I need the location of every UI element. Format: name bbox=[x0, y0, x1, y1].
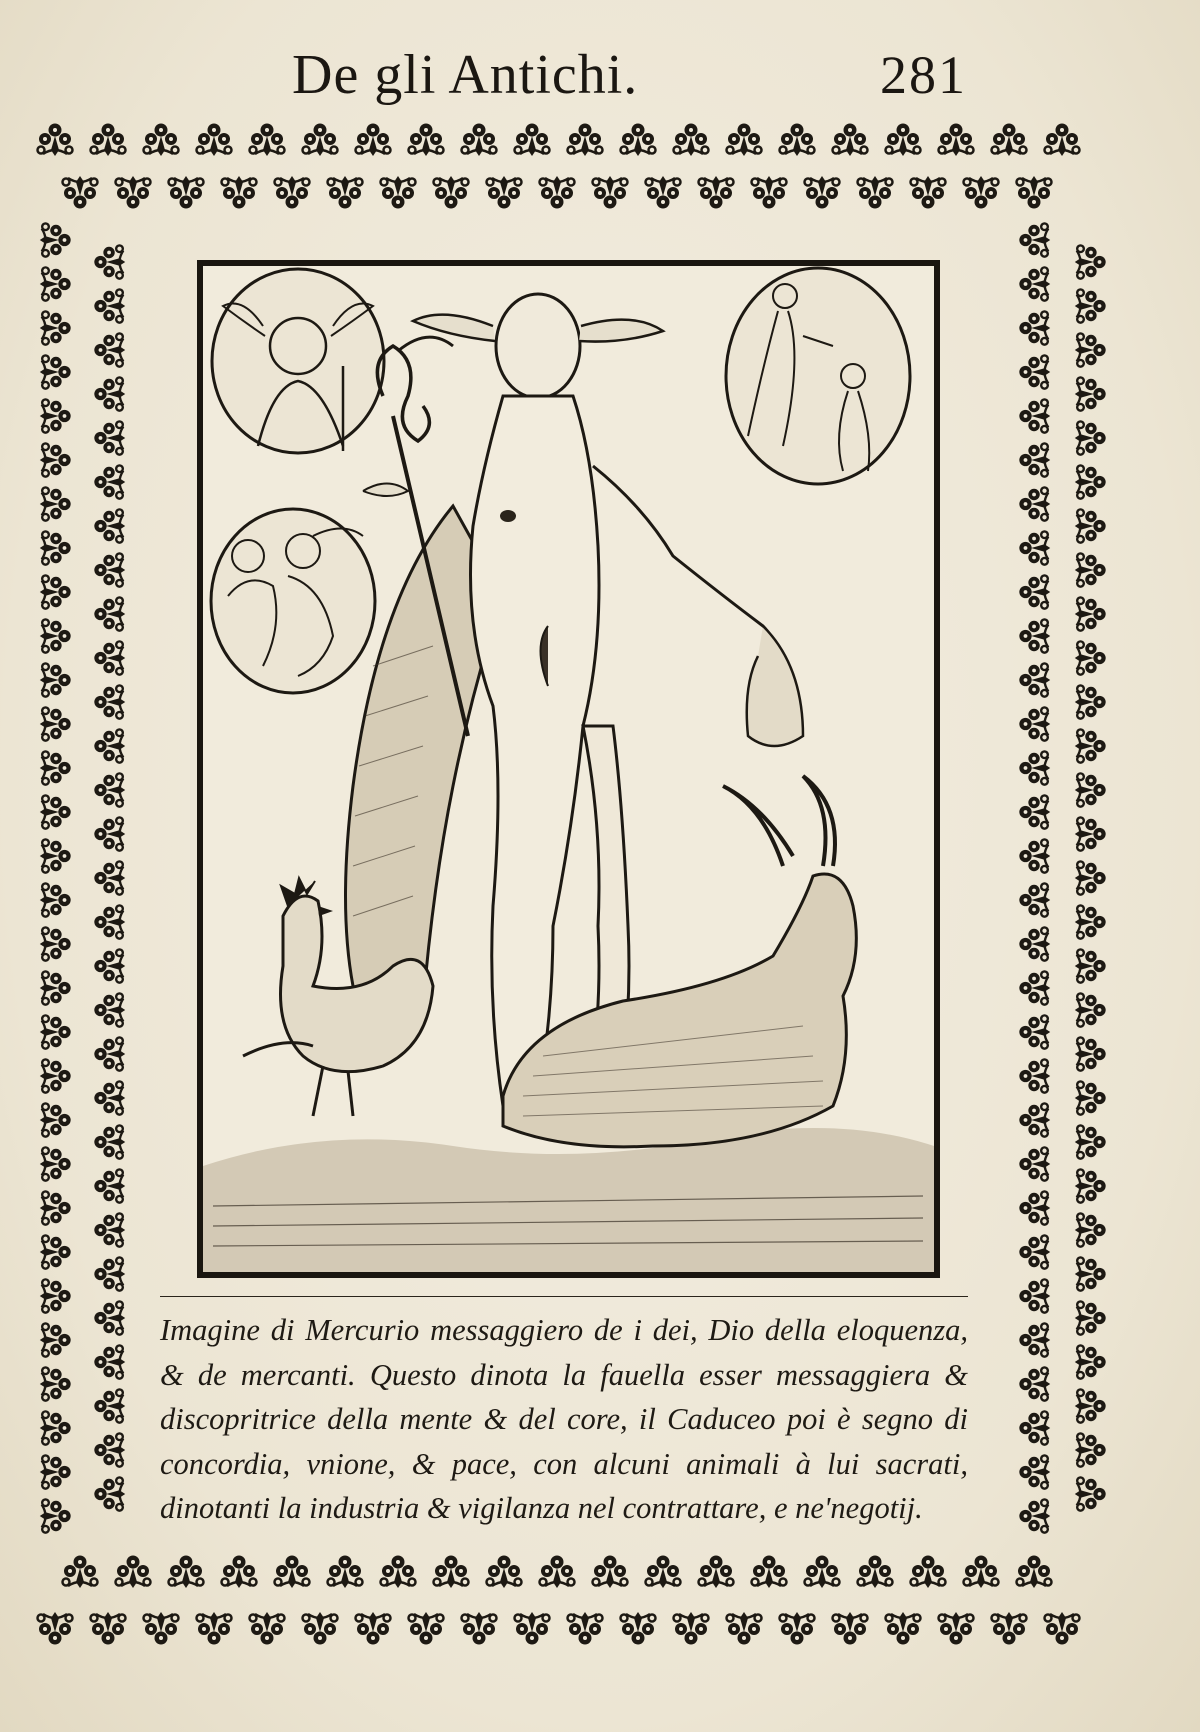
fleuron-ornament bbox=[699, 176, 734, 209]
fleuron-ornament bbox=[1075, 289, 1106, 322]
fleuron-ornament bbox=[356, 1612, 391, 1645]
fleuron-ornament bbox=[40, 1367, 71, 1400]
fleuron-ornament bbox=[409, 124, 444, 157]
fleuron-ornament bbox=[727, 1612, 762, 1645]
fleuron-ornament bbox=[593, 1556, 628, 1589]
fleuron-ornament bbox=[328, 1556, 363, 1589]
fleuron-ornament bbox=[1019, 751, 1050, 784]
fleuron-ornament bbox=[1075, 597, 1106, 630]
fleuron-ornament bbox=[992, 124, 1027, 157]
fleuron-ornament bbox=[1075, 1169, 1106, 1202]
fleuron-ornament bbox=[250, 124, 285, 157]
fleuron-ornament bbox=[1075, 1081, 1106, 1114]
fleuron-ornament bbox=[1019, 1367, 1050, 1400]
fleuron-ornament bbox=[94, 421, 125, 454]
fleuron-ornament bbox=[94, 641, 125, 674]
fleuron-ornament bbox=[621, 1612, 656, 1645]
fleuron-ornament bbox=[40, 1411, 71, 1444]
fleuron-ornament bbox=[381, 1556, 416, 1589]
fleuron-ornament bbox=[858, 1556, 893, 1589]
fleuron-ornament bbox=[40, 1015, 71, 1048]
fleuron-ornament bbox=[1019, 619, 1050, 652]
fleuron-ornament bbox=[674, 1612, 709, 1645]
fleuron-ornament bbox=[1075, 1257, 1106, 1290]
fleuron-ornament bbox=[833, 1612, 868, 1645]
fleuron-ornament bbox=[1075, 993, 1106, 1026]
fleuron-ornament bbox=[1019, 531, 1050, 564]
fleuron-ornament bbox=[1075, 465, 1106, 498]
fleuron-ornament bbox=[1019, 1235, 1050, 1268]
fleuron-ornament bbox=[1019, 223, 1050, 256]
fleuron-ornament bbox=[222, 1556, 257, 1589]
fleuron-ornament bbox=[1075, 729, 1106, 762]
fleuron-ornament bbox=[356, 124, 391, 157]
fleuron-ornament bbox=[94, 1345, 125, 1378]
fleuron-ornament bbox=[40, 1499, 71, 1532]
fleuron-ornament bbox=[63, 1556, 98, 1589]
fleuron-ornament bbox=[911, 1556, 946, 1589]
fleuron-ornament bbox=[1019, 707, 1050, 740]
fleuron-ornament bbox=[1019, 1499, 1050, 1532]
fleuron-ornament bbox=[40, 487, 71, 520]
fleuron-ornament bbox=[752, 1556, 787, 1589]
fleuron-ornament bbox=[1075, 377, 1106, 410]
mercury-woodcut bbox=[197, 260, 940, 1278]
fleuron-ornament bbox=[94, 1477, 125, 1510]
fleuron-ornament bbox=[939, 124, 974, 157]
fleuron-ornament bbox=[197, 1612, 232, 1645]
fleuron-ornament bbox=[40, 1147, 71, 1180]
fleuron-ornament bbox=[1075, 773, 1106, 806]
fleuron-ornament bbox=[646, 1556, 681, 1589]
fleuron-ornament bbox=[1075, 553, 1106, 586]
fleuron-ornament bbox=[1045, 124, 1080, 157]
fleuron-ornament bbox=[780, 1612, 815, 1645]
fleuron-ornament bbox=[94, 1037, 125, 1070]
fleuron-ornament bbox=[939, 1612, 974, 1645]
fleuron-ornament bbox=[40, 399, 71, 432]
fleuron-ornament bbox=[91, 124, 126, 157]
fleuron-ornament bbox=[992, 1612, 1027, 1645]
fleuron-ornament bbox=[1019, 1059, 1050, 1092]
fleuron-ornament bbox=[40, 355, 71, 388]
fleuron-ornament bbox=[434, 176, 469, 209]
fleuron-ornament bbox=[303, 1612, 338, 1645]
fleuron-ornament bbox=[964, 176, 999, 209]
fleuron-ornament bbox=[303, 124, 338, 157]
fleuron-ornament bbox=[169, 176, 204, 209]
fleuron-ornament bbox=[94, 773, 125, 806]
fleuron-ornament bbox=[1075, 1213, 1106, 1246]
fleuron-ornament bbox=[94, 1125, 125, 1158]
fleuron-ornament bbox=[1019, 1147, 1050, 1180]
fleuron-ornament bbox=[144, 1612, 179, 1645]
fleuron-ornament bbox=[540, 176, 575, 209]
fleuron-ornament bbox=[275, 176, 310, 209]
fleuron-ornament bbox=[328, 176, 363, 209]
fleuron-ornament bbox=[38, 124, 73, 157]
fleuron-ornament bbox=[593, 176, 628, 209]
fleuron-ornament bbox=[91, 1612, 126, 1645]
fleuron-ornament bbox=[1019, 1323, 1050, 1356]
fleuron-ornament bbox=[964, 1556, 999, 1589]
fleuron-ornament bbox=[1019, 663, 1050, 696]
fleuron-ornament bbox=[1075, 817, 1106, 850]
fleuron-ornament bbox=[487, 176, 522, 209]
fleuron-ornament bbox=[805, 1556, 840, 1589]
fleuron-ornament bbox=[1075, 861, 1106, 894]
fleuron-ornament bbox=[409, 1612, 444, 1645]
fleuron-ornament bbox=[1075, 1037, 1106, 1070]
fleuron-ornament bbox=[1075, 1433, 1106, 1466]
fleuron-ornament bbox=[94, 1213, 125, 1246]
fleuron-ornament bbox=[1075, 509, 1106, 542]
fleuron-ornament bbox=[699, 1556, 734, 1589]
fleuron-ornament bbox=[1017, 1556, 1052, 1589]
fleuron-ornament bbox=[727, 124, 762, 157]
fleuron-ornament bbox=[94, 553, 125, 586]
fleuron-ornament bbox=[1019, 1279, 1050, 1312]
fleuron-ornament bbox=[94, 729, 125, 762]
fleuron-ornament bbox=[40, 971, 71, 1004]
fleuron-ornament bbox=[94, 949, 125, 982]
fleuron-ornament bbox=[381, 176, 416, 209]
fleuron-ornament bbox=[40, 1235, 71, 1268]
fleuron-ornament bbox=[116, 1556, 151, 1589]
fleuron-ornament bbox=[1019, 399, 1050, 432]
fleuron-ornament bbox=[94, 1389, 125, 1422]
fleuron-ornament bbox=[1017, 176, 1052, 209]
fleuron-ornament bbox=[94, 685, 125, 718]
medallion-head bbox=[212, 269, 384, 453]
fleuron-ornament bbox=[1019, 883, 1050, 916]
fleuron-ornament bbox=[1075, 333, 1106, 366]
running-title: De gli Antichi. bbox=[292, 44, 639, 106]
caption bbox=[160, 1308, 968, 1531]
fleuron-ornament bbox=[462, 1612, 497, 1645]
fleuron-ornament bbox=[833, 124, 868, 157]
fleuron-ornament bbox=[515, 124, 550, 157]
fleuron-ornament bbox=[94, 1433, 125, 1466]
fleuron-ornament bbox=[40, 619, 71, 652]
fleuron-ornament bbox=[94, 465, 125, 498]
fleuron-ornament bbox=[116, 176, 151, 209]
fleuron-ornament bbox=[1075, 685, 1106, 718]
fleuron-ornament bbox=[780, 124, 815, 157]
page-number: 281 bbox=[880, 45, 967, 105]
fleuron-ornament bbox=[646, 176, 681, 209]
fleuron-ornament bbox=[515, 1612, 550, 1645]
fleuron-ornament bbox=[94, 333, 125, 366]
fleuron-ornament bbox=[858, 176, 893, 209]
fleuron-ornament bbox=[540, 1556, 575, 1589]
fleuron-ornament bbox=[1019, 575, 1050, 608]
fleuron-ornament bbox=[1075, 1125, 1106, 1158]
fleuron-ornament bbox=[222, 176, 257, 209]
fleuron-ornament bbox=[40, 927, 71, 960]
fleuron-ornament bbox=[40, 267, 71, 300]
fleuron-ornament bbox=[1019, 487, 1050, 520]
fleuron-ornament bbox=[1019, 839, 1050, 872]
fleuron-ornament bbox=[1019, 1455, 1050, 1488]
fleuron-ornament bbox=[94, 509, 125, 542]
fleuron-ornament bbox=[40, 575, 71, 608]
fleuron-ornament bbox=[40, 707, 71, 740]
fleuron-ornament bbox=[1019, 1191, 1050, 1224]
medallion-figures bbox=[211, 509, 375, 693]
fleuron-ornament bbox=[1019, 311, 1050, 344]
fleuron-ornament bbox=[94, 597, 125, 630]
fleuron-ornament bbox=[886, 124, 921, 157]
fleuron-ornament bbox=[1045, 1612, 1080, 1645]
fleuron-ornament bbox=[40, 751, 71, 784]
fleuron-ornament bbox=[1075, 949, 1106, 982]
fleuron-ornament bbox=[250, 1612, 285, 1645]
fleuron-ornament bbox=[40, 311, 71, 344]
fleuron-ornament bbox=[94, 1081, 125, 1114]
fleuron-ornament bbox=[40, 839, 71, 872]
fleuron-ornament bbox=[1019, 795, 1050, 828]
fleuron-ornament bbox=[1019, 355, 1050, 388]
fleuron-ornament bbox=[63, 176, 98, 209]
fleuron-ornament bbox=[1019, 1103, 1050, 1136]
fleuron-ornament bbox=[40, 531, 71, 564]
fleuron-ornament bbox=[94, 377, 125, 410]
fleuron-ornament bbox=[886, 1612, 921, 1645]
medallion-scene bbox=[726, 268, 910, 484]
fleuron-ornament bbox=[40, 795, 71, 828]
fleuron-ornament bbox=[674, 124, 709, 157]
fleuron-ornament bbox=[40, 223, 71, 256]
fleuron-ornament bbox=[568, 124, 603, 157]
fleuron-ornament bbox=[1075, 421, 1106, 454]
fleuron-ornament bbox=[94, 905, 125, 938]
fleuron-ornament bbox=[1019, 1015, 1050, 1048]
fleuron-ornament bbox=[805, 176, 840, 209]
fleuron-ornament bbox=[94, 289, 125, 322]
fleuron-ornament bbox=[1019, 927, 1050, 960]
fleuron-ornament bbox=[40, 1059, 71, 1092]
fleuron-ornament bbox=[40, 1455, 71, 1488]
fleuron-ornament bbox=[1075, 905, 1106, 938]
fleuron-ornament bbox=[568, 1612, 603, 1645]
fleuron-ornament bbox=[1075, 1477, 1106, 1510]
fleuron-ornament bbox=[1019, 971, 1050, 1004]
woodcut-illustration bbox=[203, 266, 934, 1272]
fleuron-ornament bbox=[40, 663, 71, 696]
fleuron-ornament bbox=[94, 817, 125, 850]
fleuron-ornament bbox=[1075, 245, 1106, 278]
fleuron-ornament bbox=[1075, 1345, 1106, 1378]
fleuron-ornament bbox=[94, 861, 125, 894]
fleuron-ornament bbox=[1019, 443, 1050, 476]
fleuron-ornament bbox=[197, 124, 232, 157]
fleuron-ornament bbox=[94, 1169, 125, 1202]
fleuron-ornament bbox=[1075, 1301, 1106, 1334]
fleuron-ornament bbox=[621, 124, 656, 157]
fleuron-ornament bbox=[1075, 641, 1106, 674]
fleuron-ornament bbox=[94, 245, 125, 278]
fleuron-ornament bbox=[487, 1556, 522, 1589]
fleuron-ornament bbox=[94, 1257, 125, 1290]
fleuron-ornament bbox=[40, 1279, 71, 1312]
fleuron-ornament bbox=[144, 124, 179, 157]
fleuron-ornament bbox=[1019, 1411, 1050, 1444]
caption-rule bbox=[160, 1296, 968, 1297]
fleuron-ornament bbox=[40, 1323, 71, 1356]
fleuron-ornament bbox=[94, 993, 125, 1026]
fleuron-ornament bbox=[40, 1191, 71, 1224]
fleuron-ornament bbox=[275, 1556, 310, 1589]
fleuron-ornament bbox=[38, 1612, 73, 1645]
fleuron-ornament bbox=[1075, 1389, 1106, 1422]
fleuron-ornament bbox=[169, 1556, 204, 1589]
caption-text: Imagine di Mercurio messaggiero de i dei, Dio della eloquenza, & de mercanti. Questo dinota la fauella esser messaggiera & discopritrice della mente & del core, il Caduceo poi è segno di concordia, vnione, & pace, con alcuni animali à lui sacrati, dinotanti la industria & vigilanza nel contrattare, e ne'negotij. bbox=[160, 1313, 968, 1525]
fleuron-ornament bbox=[434, 1556, 469, 1589]
fleuron-ornament bbox=[911, 176, 946, 209]
fleuron-ornament bbox=[40, 1103, 71, 1136]
fleuron-ornament bbox=[40, 883, 71, 916]
fleuron-ornament bbox=[40, 443, 71, 476]
fleuron-ornament bbox=[94, 1301, 125, 1334]
fleuron-ornament bbox=[462, 124, 497, 157]
fleuron-ornament bbox=[752, 176, 787, 209]
fleuron-ornament bbox=[1019, 267, 1050, 300]
